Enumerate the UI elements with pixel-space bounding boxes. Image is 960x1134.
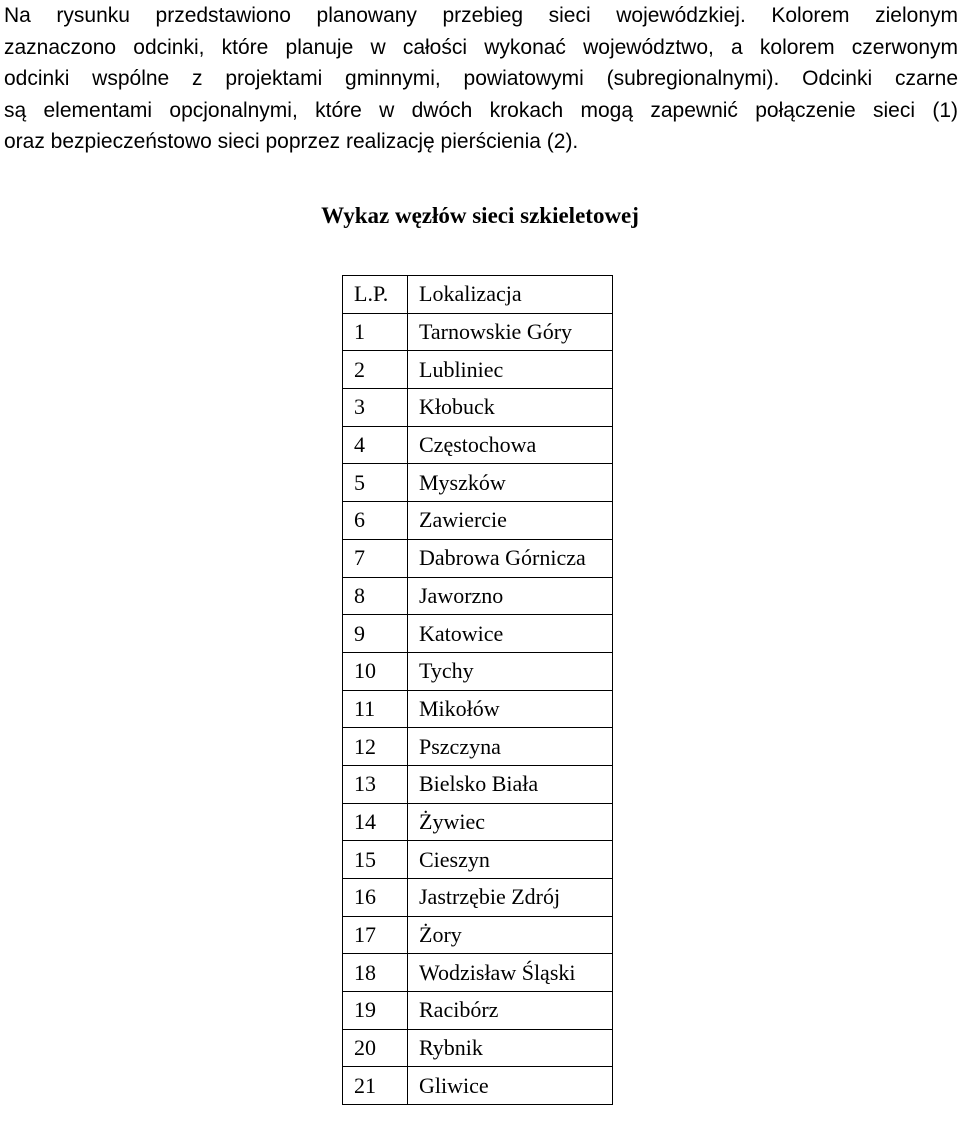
table-row bbox=[343, 728, 613, 766]
row-number: 8 bbox=[343, 577, 408, 615]
row-location: Żywiec bbox=[408, 803, 613, 841]
row-number: 11 bbox=[343, 690, 408, 728]
table-row bbox=[343, 539, 613, 577]
row-number: 13 bbox=[343, 765, 408, 803]
row-number: 5 bbox=[343, 464, 408, 502]
table-heading: Wykaz węzłów sieci szkieletowej bbox=[321, 203, 639, 228]
row-number: 7 bbox=[343, 539, 408, 577]
table-row bbox=[343, 464, 613, 502]
row-number: 21 bbox=[343, 1067, 408, 1105]
table-row bbox=[343, 841, 613, 879]
row-location: Myszków bbox=[408, 464, 613, 502]
row-number: 18 bbox=[343, 954, 408, 992]
table-row bbox=[343, 615, 613, 653]
nodes-table bbox=[342, 275, 613, 1105]
row-location: Wodzisław Śląski bbox=[408, 954, 613, 992]
header-lp: L.P. bbox=[343, 276, 408, 314]
row-number: 17 bbox=[343, 916, 408, 954]
table-row bbox=[343, 652, 613, 690]
row-location: Jastrzębie Zdrój bbox=[408, 879, 613, 917]
table-row bbox=[343, 765, 613, 803]
table-row bbox=[343, 389, 613, 427]
table-row bbox=[343, 502, 613, 540]
row-location: Gliwice bbox=[408, 1067, 613, 1105]
table-row bbox=[343, 690, 613, 728]
intro-line: Na rysunku przedstawiono planowany przebieg sieci wojewódzkiej. Kolorem zielonym bbox=[4, 4, 958, 27]
table-row bbox=[343, 879, 613, 917]
row-location: Cieszyn bbox=[408, 841, 613, 879]
row-number: 4 bbox=[343, 426, 408, 464]
row-location: Bielsko Biała bbox=[408, 765, 613, 803]
row-location: Rybnik bbox=[408, 1029, 613, 1067]
row-location: Dabrowa Górnicza bbox=[408, 539, 613, 577]
table-header-row bbox=[343, 276, 613, 314]
intro-paragraph bbox=[4, 0, 958, 158]
row-number: 2 bbox=[343, 351, 408, 389]
row-location: Pszczyna bbox=[408, 728, 613, 766]
table-row bbox=[343, 1067, 613, 1105]
row-number: 9 bbox=[343, 615, 408, 653]
row-location: Żory bbox=[408, 916, 613, 954]
row-number: 3 bbox=[343, 389, 408, 427]
row-location: Częstochowa bbox=[408, 426, 613, 464]
row-location: Zawiercie bbox=[408, 502, 613, 540]
row-location: Tarnowskie Góry bbox=[408, 313, 613, 351]
row-location: Mikołów bbox=[408, 690, 613, 728]
row-location: Tychy bbox=[408, 652, 613, 690]
intro-line: odcinki wspólne z projektami gminnymi, powiatowymi (subregionalnymi). Odcinki czarne bbox=[4, 67, 958, 90]
table-row bbox=[343, 577, 613, 615]
table-row bbox=[343, 351, 613, 389]
row-location: Lubliniec bbox=[408, 351, 613, 389]
table-row bbox=[343, 916, 613, 954]
header-location: Lokalizacja bbox=[408, 276, 613, 314]
row-number: 15 bbox=[343, 841, 408, 879]
table-row bbox=[343, 803, 613, 841]
row-location: Kłobuck bbox=[408, 389, 613, 427]
row-number: 14 bbox=[343, 803, 408, 841]
table-row bbox=[343, 954, 613, 992]
row-location: Katowice bbox=[408, 615, 613, 653]
intro-line: zaznaczono odcinki, które planuje w całości wykonać województwo, a kolorem czerwonym bbox=[4, 35, 958, 59]
row-location: Jaworzno bbox=[408, 577, 613, 615]
row-number: 12 bbox=[343, 728, 408, 766]
table-row bbox=[343, 426, 613, 464]
row-number: 1 bbox=[343, 313, 408, 351]
row-number: 20 bbox=[343, 1029, 408, 1067]
table-row bbox=[343, 313, 613, 351]
row-number: 6 bbox=[343, 502, 408, 540]
row-number: 16 bbox=[343, 879, 408, 917]
row-number: 10 bbox=[343, 652, 408, 690]
table-body bbox=[343, 313, 613, 1104]
table-row bbox=[343, 992, 613, 1030]
table-row bbox=[343, 1029, 613, 1067]
row-number: 19 bbox=[343, 992, 408, 1030]
row-location: Racibórz bbox=[408, 992, 613, 1030]
intro-line: są elementami opcjonalnymi, które w dwóch krokach mogą zapewnić połączenie sieci (1) bbox=[4, 98, 958, 122]
intro-line: oraz bezpieczeństowo sieci poprzez realizację pierścienia (2). bbox=[4, 130, 579, 153]
